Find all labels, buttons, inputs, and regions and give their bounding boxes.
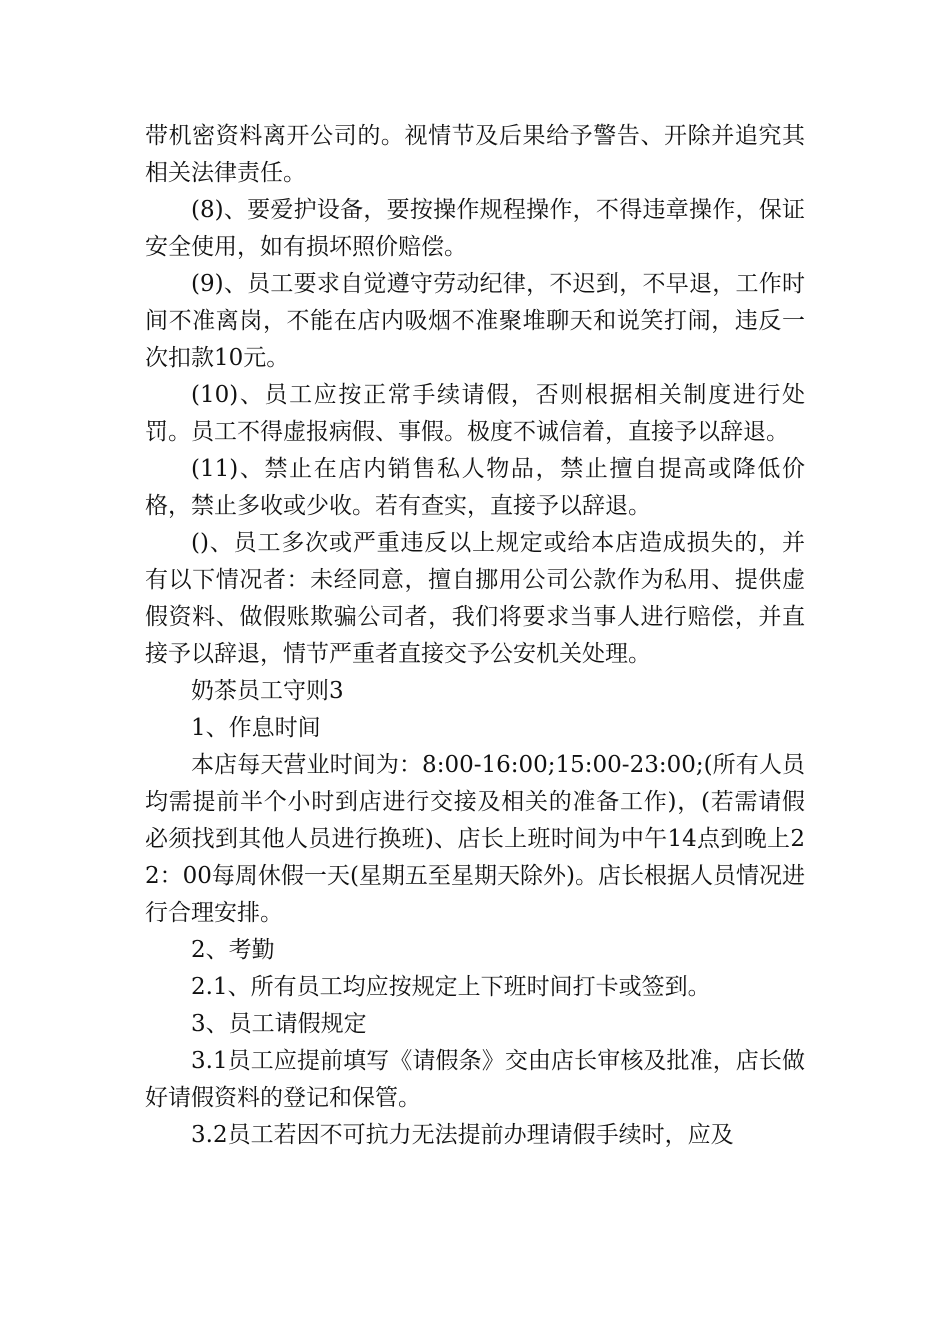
paragraph-continuation: 带机密资料离开公司的。视情节及后果给予警告、开除并追究其相关法律责任。 bbox=[145, 123, 805, 186]
section-title: 奶茶员工守则3 bbox=[191, 678, 344, 704]
rule-item-12: ()、员工多次或严重违反以上规定或给本店造成损失的，并有以下情况者：未经同意，擅自挪用公司公款作为私用、提供虚假资料、做假账欺骗公司者，我们将要求当事人进行赔偿，并直接予以辞退，情节严重者直接交予公安机关处理。 bbox=[145, 530, 805, 667]
heading-leave-rules: 3、员工请假规定 bbox=[191, 1011, 367, 1037]
leave-rule-3-1: 3.1员工应提前填写《请假条》交由店长审核及批准，店长做好请假资料的登记和保管。 bbox=[145, 1048, 805, 1111]
rule-item-8: (8)、要爱护设备，要按操作规程操作，不得违章操作，保证安全使用，如有损坏照价赔偿。 bbox=[145, 197, 805, 260]
leave-rule-3-2: 3.2员工若因不可抗力无法提前办理请假手续时，应及 bbox=[191, 1122, 734, 1148]
rule-item-9: (9)、员工要求自觉遵守劳动纪律，不迟到，不早退，工作时间不准离岗，不能在店内吸烟不准聚堆聊天和说笑打闹，违反一次扣款10元。 bbox=[145, 271, 805, 371]
work-hours-text: 本店每天营业时间为：8:00-16:00;15:00-23:00;(所有人员均需提前半个小时到店进行交接及相关的准备工作)，(若需请假必须找到其他人员进行换班)、店长上班时间为中午14点到晚上22：00每周休假一天(星期五至星期天除外)。店长根据人员情况进行合理安排。 bbox=[145, 752, 805, 926]
rule-item-11: (11)、禁止在店内销售私人物品，禁止擅自提高或降低价格，禁止多收或少收。若有查实，直接予以辞退。 bbox=[145, 456, 805, 519]
document-body bbox=[145, 118, 805, 1154]
heading-work-hours: 1、作息时间 bbox=[191, 715, 321, 741]
heading-attendance: 2、考勤 bbox=[191, 937, 275, 963]
attendance-rule-2-1: 2.1、所有员工均应按规定上下班时间打卡或签到。 bbox=[191, 974, 711, 1000]
rule-item-10: (10)、员工应按正常手续请假，否则根据相关制度进行处罚。员工不得虚报病假、事假。极度不诚信着，直接予以辞退。 bbox=[145, 382, 805, 445]
